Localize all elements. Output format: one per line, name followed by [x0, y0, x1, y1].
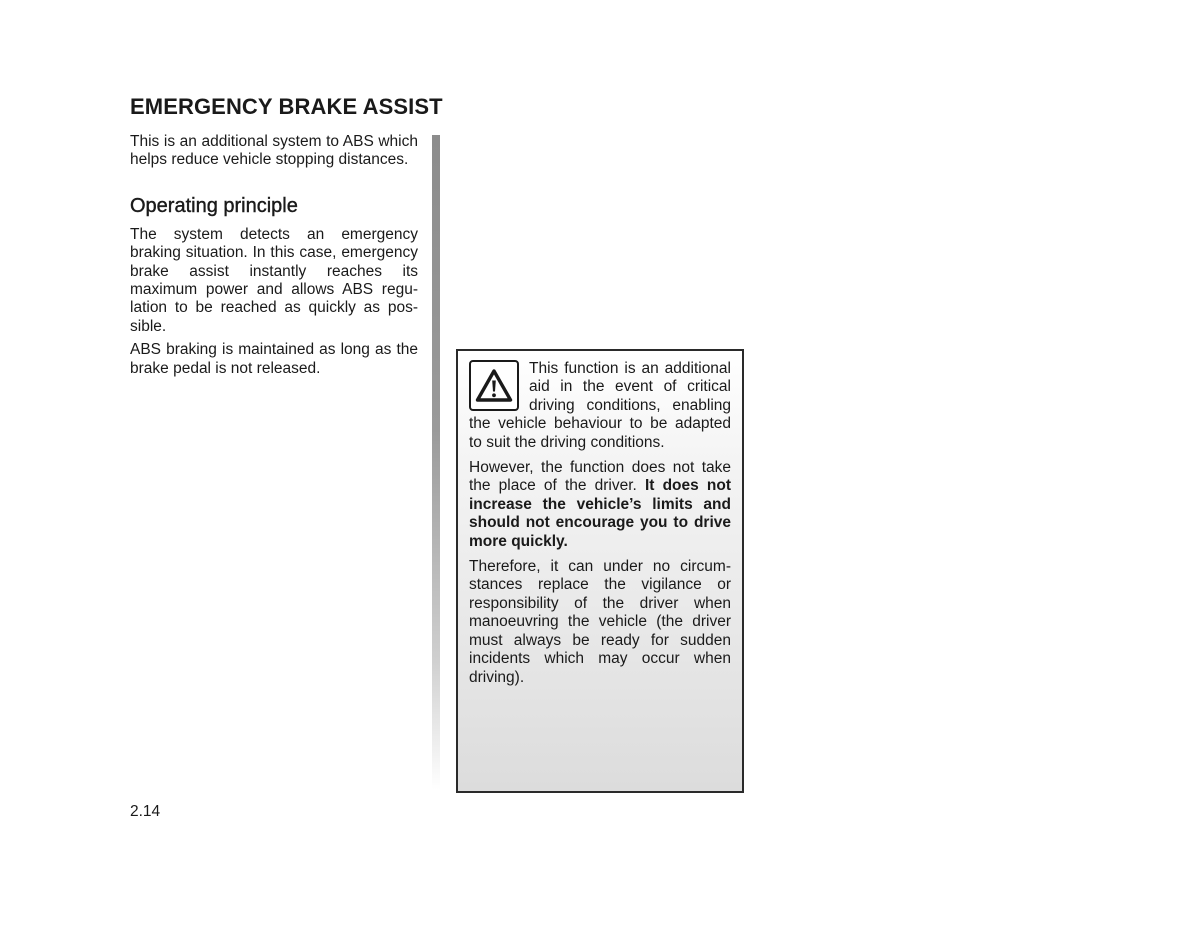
operating-paragraph-1: The system detects an emergency braking situation. In this case, emergency brake assist instantly reaches its maximum power and allows ABS regulation to be reached as quickly as possible. — [130, 225, 418, 335]
page-title: EMERGENCY BRAKE ASSIST — [130, 94, 443, 119]
warning-paragraph-2-emphasis: It does not increase the vehicle’s limits and should not encourage you to drive more quickly. — [469, 477, 731, 550]
section-heading-operating-principle: Operating principle — [130, 194, 298, 217]
warning-triangle-icon — [469, 360, 519, 411]
warning-paragraph-1: This function is an additional aid in the event of critical driving conditions, enabling the vehicle behaviour to be adapted to suit the driving conditions. — [469, 360, 731, 451]
page-number: 2.14 — [130, 803, 161, 820]
column-divider — [432, 135, 440, 790]
warning-paragraph-2 — [469, 459, 731, 551]
intro-paragraph: This is an additional system to ABS which helps reduce vehicle stopping distances. — [130, 133, 418, 169]
operating-paragraph-2: ABS braking is maintained as long as the brake pedal is not released. — [130, 341, 418, 377]
warning-box — [456, 349, 744, 793]
warning-paragraph-3: Therefore, it can under no circumstances replace the vigilance or responsibility of the driver when manoeuvring the vehicle (the driver must always be ready for sudden incidents which may occur when driving). — [469, 558, 731, 686]
main-column — [130, 133, 418, 383]
warning-paragraph-2-text: However, the function does not take the place of the driver. — [469, 459, 731, 495]
warning-content — [469, 360, 731, 694]
